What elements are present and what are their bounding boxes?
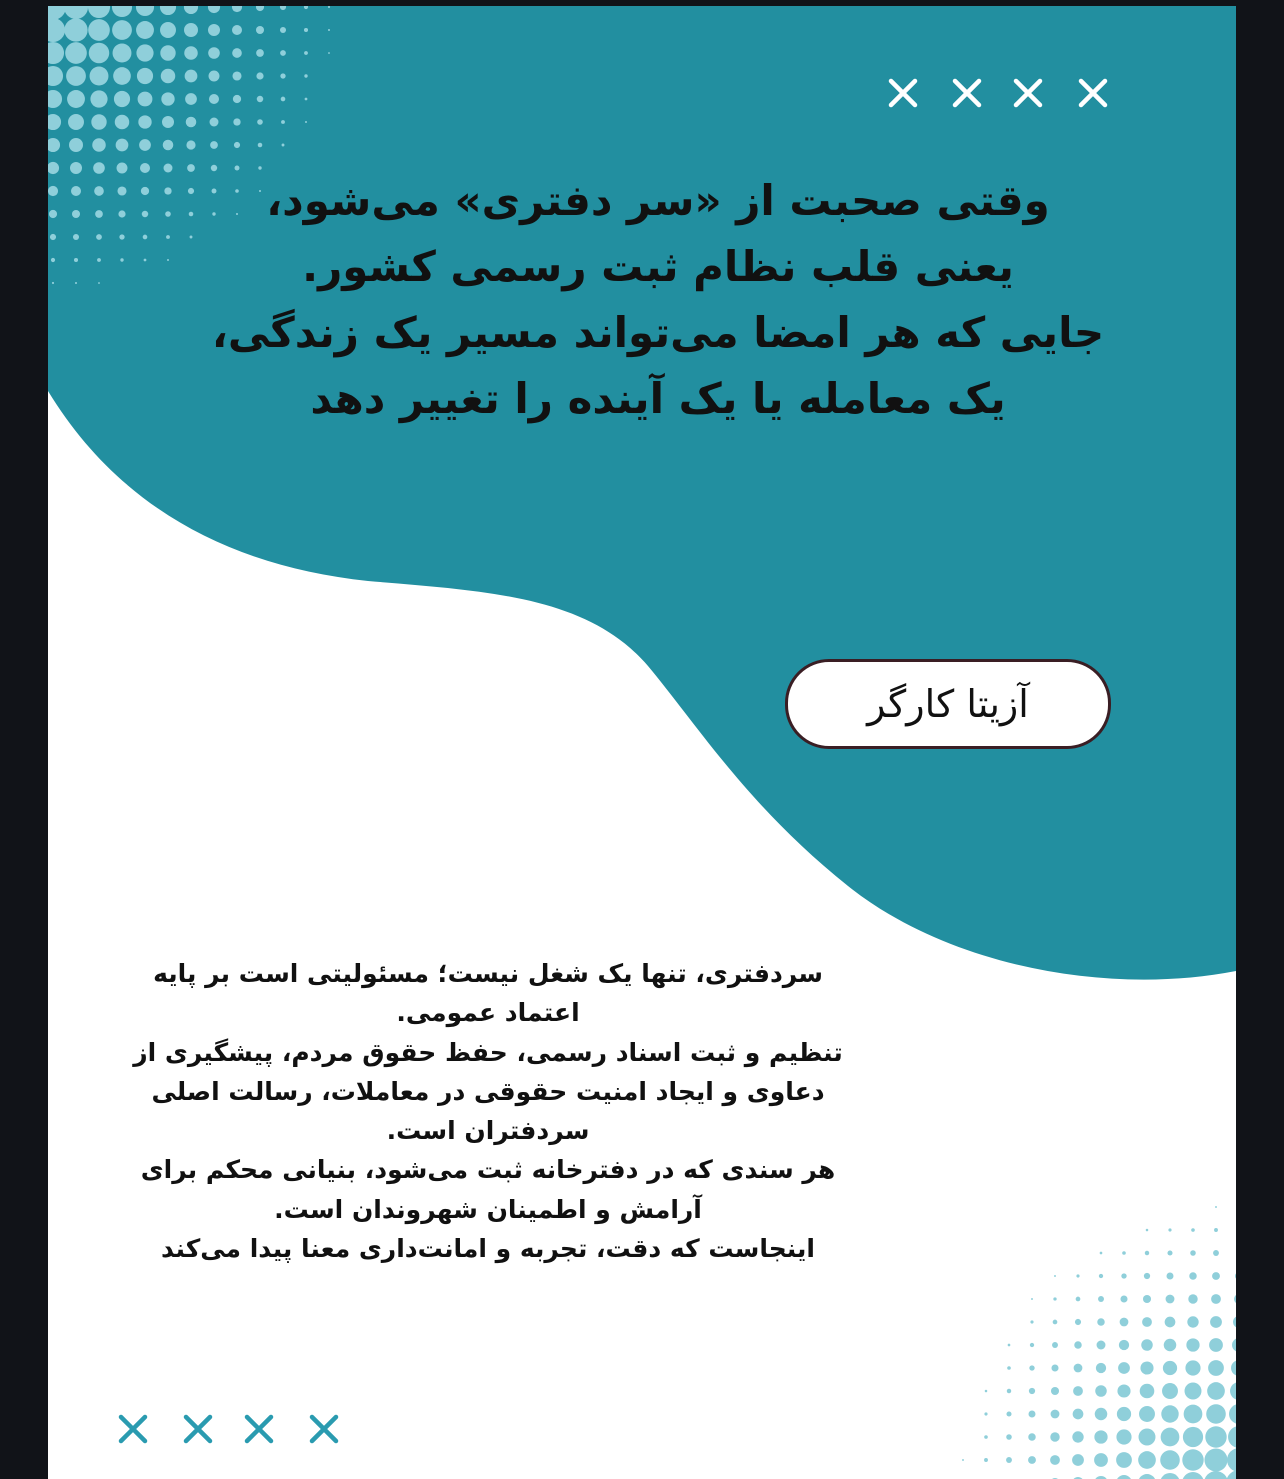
halftone-dot [1051, 1387, 1059, 1395]
halftone-dot [184, 46, 198, 60]
halftone-dot [1052, 1342, 1058, 1348]
halftone-dot [1191, 1228, 1195, 1232]
halftone-dot [1188, 1294, 1197, 1303]
halftone-dot [164, 187, 171, 194]
halftone-dot [1072, 1431, 1083, 1442]
halftone-dot [304, 51, 308, 55]
halftone-dot [1160, 1473, 1180, 1479]
halftone-dot [160, 45, 175, 60]
halftone-dot [115, 115, 130, 130]
halftone-dot [1121, 1273, 1126, 1278]
halftone-dot [65, 42, 87, 64]
poster-card [48, 6, 1236, 1479]
halftone-dot [280, 50, 286, 56]
halftone-dot [1206, 1404, 1226, 1424]
halftone-dot [94, 186, 104, 196]
x-icon [1011, 76, 1045, 110]
halftone-dot [1168, 1228, 1171, 1231]
halftone-dot [1162, 1383, 1178, 1399]
body-line: آرامش و اطمینان شهروندان است. [274, 1194, 702, 1224]
halftone-dot [1100, 1252, 1103, 1255]
halftone-dot [1006, 1411, 1011, 1416]
halftone-dot [208, 47, 220, 59]
body-line: سردفتری، تنها یک شغل نیست؛ مسئولیتی است بر پایه [153, 959, 823, 988]
halftone-dot [1232, 1338, 1236, 1352]
halftone-dot [257, 96, 263, 102]
halftone-dot [304, 74, 307, 77]
halftone-dot [141, 187, 149, 195]
halftone-dot [282, 144, 285, 147]
halftone-dot [1008, 1344, 1011, 1347]
halftone-dot [1182, 1449, 1203, 1470]
x-icon [242, 1412, 276, 1446]
halftone-dot [1029, 1411, 1036, 1418]
headline-line: وقتی صحبت از «سر دفتری» می‌شود، [266, 176, 1050, 225]
halftone-dot [1189, 1272, 1197, 1280]
halftone-dot [71, 186, 81, 196]
halftone-dot [258, 143, 263, 148]
x-icon [950, 76, 984, 110]
halftone-dot [1116, 1475, 1132, 1479]
halftone-dot [160, 22, 176, 38]
halftone-dot [1230, 1382, 1236, 1400]
body-line: اینجاست که دقت، تجربه و امانت‌داری معنا پیدا می‌کند [161, 1234, 815, 1264]
halftone-dot [1164, 1339, 1177, 1352]
body-line: تنظیم و ثبت اسناد رسمی، حفظ حقوق مردم، پیشگیری از [133, 1037, 843, 1067]
halftone-dot [281, 120, 285, 124]
teal-wave-shape [48, 6, 1236, 980]
x-icon [886, 76, 920, 110]
halftone-dot [1210, 1316, 1222, 1328]
halftone-dot [1006, 1434, 1012, 1440]
halftone-dot [1182, 1472, 1204, 1479]
halftone-dot [1209, 1338, 1223, 1352]
halftone-dot [90, 90, 107, 107]
halftone-dot [257, 119, 263, 125]
headline-line: جایی که هر امضا می‌تواند مسیر یک زندگی، [211, 308, 1105, 357]
halftone-dot [1050, 1455, 1060, 1465]
halftone-dot [1234, 1294, 1236, 1304]
halftone-dot [1142, 1317, 1152, 1327]
halftone-dot [1138, 1474, 1156, 1479]
halftone-dot [1098, 1296, 1104, 1302]
x-icon [181, 1412, 215, 1446]
halftone-dot [1211, 1294, 1221, 1304]
halftone-dot [51, 258, 55, 262]
halftone-dot [984, 1412, 987, 1415]
halftone-dot [208, 24, 220, 36]
halftone-dot [1007, 1389, 1011, 1393]
halftone-dot [139, 139, 151, 151]
halftone-dot [1167, 1250, 1172, 1255]
halftone-dot [1073, 1386, 1083, 1396]
halftone-dot [1227, 1448, 1236, 1472]
halftone-dot [1051, 1364, 1058, 1371]
x-icon [1076, 76, 1110, 110]
headline-line: یعنی قلب نظام ثبت رسمی کشور. [302, 242, 1014, 291]
halftone-dot [1165, 1317, 1176, 1328]
halftone-dot [1205, 1426, 1226, 1447]
halftone-dot [1030, 1320, 1033, 1323]
halftone-dot [185, 70, 198, 83]
halftone-dot [1213, 1250, 1219, 1256]
halftone-dot [98, 282, 100, 284]
halftone-dot [256, 72, 263, 79]
halftone-dot [118, 210, 125, 217]
halftone-dot [1207, 1382, 1225, 1400]
halftone-dot [1235, 1272, 1236, 1280]
halftone-dot [67, 90, 85, 108]
halftone-dot [1146, 1229, 1149, 1232]
halftone-dot [1139, 1429, 1156, 1446]
halftone-dot [1229, 1404, 1236, 1424]
halftone-dot [1097, 1318, 1105, 1326]
halftone-dot [138, 92, 153, 107]
halftone-dot [52, 282, 54, 284]
halftone-dot [281, 97, 286, 102]
halftone-dot [89, 43, 109, 63]
halftone-dot [48, 186, 58, 196]
halftone-dot [1145, 1251, 1149, 1255]
halftone-dot [1029, 1388, 1035, 1394]
halftone-dot [1051, 1410, 1060, 1419]
halftone-dot [88, 19, 110, 41]
halftone-dot [1204, 1448, 1227, 1471]
body-line: اعتماد عمومی. [396, 998, 580, 1028]
halftone-dot [93, 162, 105, 174]
halftone-dot [1007, 1366, 1011, 1370]
halftone-dot [1029, 1365, 1034, 1370]
halftone-dot [143, 235, 148, 240]
halftone-dot [328, 52, 330, 54]
halftone-dot [1050, 1432, 1059, 1441]
name-pill-button[interactable] [785, 659, 1111, 749]
halftone-dot [304, 28, 308, 32]
halftone-dot [210, 141, 218, 149]
x-icon [116, 1412, 150, 1446]
halftone-dot [984, 1435, 988, 1439]
body-line: سردفتران است. [386, 1116, 590, 1146]
halftone-dot [161, 69, 176, 84]
halftone-dot [91, 114, 106, 129]
x-marks-bottom [116, 1412, 341, 1446]
halftone-dot [1095, 1385, 1107, 1397]
halftone-dot [256, 49, 264, 57]
halftone-dot [164, 164, 173, 173]
halftone-dot [1053, 1320, 1058, 1325]
halftone-dot [1073, 1409, 1084, 1420]
halftone-dot [166, 235, 170, 239]
halftone-dot [161, 92, 174, 105]
halftone-dot [186, 140, 195, 149]
halftone-dot [144, 259, 147, 262]
halftone-dot [136, 44, 153, 61]
halftone-dot [163, 140, 174, 151]
halftone-dot [1231, 1360, 1236, 1376]
halftone-dot [984, 1458, 988, 1462]
halftone-dot [328, 6, 330, 8]
halftone-dot [1215, 1206, 1217, 1208]
halftone-dot [1212, 1272, 1220, 1280]
halftone-dot [1076, 1274, 1079, 1277]
halftone-dot [256, 26, 264, 34]
halftone-dot [328, 29, 330, 31]
halftone-dot [1118, 1362, 1130, 1374]
halftone-dot [1226, 1470, 1236, 1479]
halftone-dot [234, 142, 240, 148]
halftone-dot [49, 210, 57, 218]
halftone-dot [209, 94, 219, 104]
halftone-dot [112, 20, 132, 40]
halftone-dot [162, 116, 174, 128]
halftone-dot [1184, 1405, 1203, 1424]
halftone-dot [1139, 1406, 1155, 1422]
halftone-dot [70, 162, 82, 174]
halftone-dot [138, 115, 151, 128]
body-line: دعاوی و ایجاد امنیت حقوقی در معاملات، رسالت اصلی [151, 1076, 825, 1106]
halftone-dot [74, 258, 78, 262]
halftone-dot [1161, 1428, 1180, 1447]
halftone-dot [1185, 1383, 1202, 1400]
halftone-dot [1186, 1338, 1199, 1351]
halftone-dot [280, 27, 286, 33]
halftone-dot [185, 93, 197, 105]
halftone-dot [68, 114, 84, 130]
halftone-dot [95, 210, 103, 218]
halftone-dot [117, 186, 126, 195]
halftone-dot [209, 71, 220, 82]
halftone-dot [189, 212, 194, 217]
halftone-dot [1138, 1451, 1156, 1469]
halftone-dot [1117, 1407, 1131, 1421]
halftone-dot [97, 258, 101, 262]
x-icon [307, 1412, 341, 1446]
halftone-dot [1166, 1295, 1175, 1304]
halftone-dot [66, 66, 86, 86]
halftone-dot [1031, 1298, 1033, 1300]
halftone-dot [1072, 1454, 1084, 1466]
halftone-dot [985, 1390, 988, 1393]
halftone-dot [1185, 1360, 1200, 1375]
halftone-dot [1054, 1275, 1056, 1277]
halftone-dot [1119, 1340, 1129, 1350]
halftone-dot [1167, 1273, 1174, 1280]
halftone-dot [69, 138, 83, 152]
halftone-dot [1161, 1405, 1178, 1422]
halftone-dot [1187, 1316, 1198, 1327]
halftone-dot [1075, 1319, 1081, 1325]
halftone-dot [1074, 1341, 1082, 1349]
halftone-dot [233, 118, 240, 125]
halftone-dot [1190, 1250, 1196, 1256]
halftone-dot [50, 234, 56, 240]
halftone-dot [187, 164, 195, 172]
halftone-dot [1228, 1426, 1236, 1448]
halftone-dot [137, 68, 153, 84]
halftone-dot [1028, 1433, 1036, 1441]
halftone-dot [90, 67, 109, 86]
halftone-dot [190, 236, 193, 239]
halftone-dot [120, 258, 123, 261]
halftone-dot [184, 23, 198, 37]
body-paragraph [108, 954, 868, 1268]
halftone-dot [64, 18, 87, 41]
halftone-dot [1233, 1316, 1236, 1328]
halftone-dot [75, 282, 77, 284]
halftone-dot [233, 95, 241, 103]
halftone-dot [1120, 1318, 1129, 1327]
halftone-dot [73, 234, 79, 240]
halftone-dot [1116, 1452, 1132, 1468]
x-marks-top [886, 76, 1110, 110]
halftone-dot [210, 118, 219, 127]
halftone-dot [1097, 1341, 1106, 1350]
name-pill-label: آزیتا کارگر [867, 682, 1029, 726]
halftone-dot [1094, 1430, 1107, 1443]
halftone-dot [116, 139, 129, 152]
halftone-dot [142, 211, 148, 217]
halftone-dot [305, 121, 307, 123]
body-line: هر سندی که در دفترخانه ثبت می‌شود، بنیانی محکم برای [140, 1155, 836, 1185]
halftone-dot [232, 25, 242, 35]
halftone-dot [1122, 1251, 1126, 1255]
halftone-dot [1160, 1450, 1180, 1470]
halftone-dot [1095, 1408, 1108, 1421]
halftone-dot [92, 138, 106, 152]
halftone-dot [1076, 1297, 1081, 1302]
halftone-dot [96, 234, 102, 240]
halftone-dot [188, 188, 194, 194]
halftone-dot [1163, 1361, 1177, 1375]
halftone-dot [1096, 1363, 1106, 1373]
halftone-dot [136, 21, 154, 39]
halftone-dot [1140, 1384, 1155, 1399]
halftone-dot [1028, 1456, 1036, 1464]
halftone-dot [1214, 1228, 1218, 1232]
halftone-dot [165, 211, 171, 217]
halftone-dot [113, 67, 131, 85]
halftone-dot [1117, 1384, 1130, 1397]
halftone-dot [1094, 1453, 1108, 1467]
halftone-dot [1099, 1274, 1103, 1278]
halftone-dot [305, 98, 308, 101]
halftone-dot [1208, 1360, 1224, 1376]
halftone-dot [167, 259, 169, 261]
halftone-dot [117, 163, 128, 174]
halftone-dot [1144, 1273, 1150, 1279]
halftone-dot [232, 48, 242, 58]
halftone-dot [1141, 1339, 1153, 1351]
headline-line: یک معامله یا یک آینده را تغییر دهد [310, 374, 1006, 423]
halftone-dot [1006, 1457, 1012, 1463]
headline [198, 168, 1118, 432]
halftone-dot [1143, 1295, 1151, 1303]
halftone-dot [232, 71, 241, 80]
halftone-dot [1204, 1471, 1228, 1479]
halftone-dot [962, 1459, 964, 1461]
halftone-dot [72, 210, 80, 218]
halftone-dot [140, 163, 150, 173]
halftone-dot [186, 117, 197, 128]
halftone-dot [119, 234, 124, 239]
halftone-dot [280, 73, 285, 78]
halftone-dot [1183, 1427, 1203, 1447]
halftone-dot [113, 44, 132, 63]
halftone-dot [1030, 1343, 1034, 1347]
halftone-dot [114, 91, 130, 107]
halftone-dot [1116, 1429, 1131, 1444]
halftone-dot [1074, 1364, 1083, 1373]
halftone-dot [1140, 1361, 1153, 1374]
halftone-dot [1053, 1297, 1056, 1300]
halftone-dot [1120, 1295, 1127, 1302]
halftone-dots-bottom-right [962, 1206, 1236, 1479]
